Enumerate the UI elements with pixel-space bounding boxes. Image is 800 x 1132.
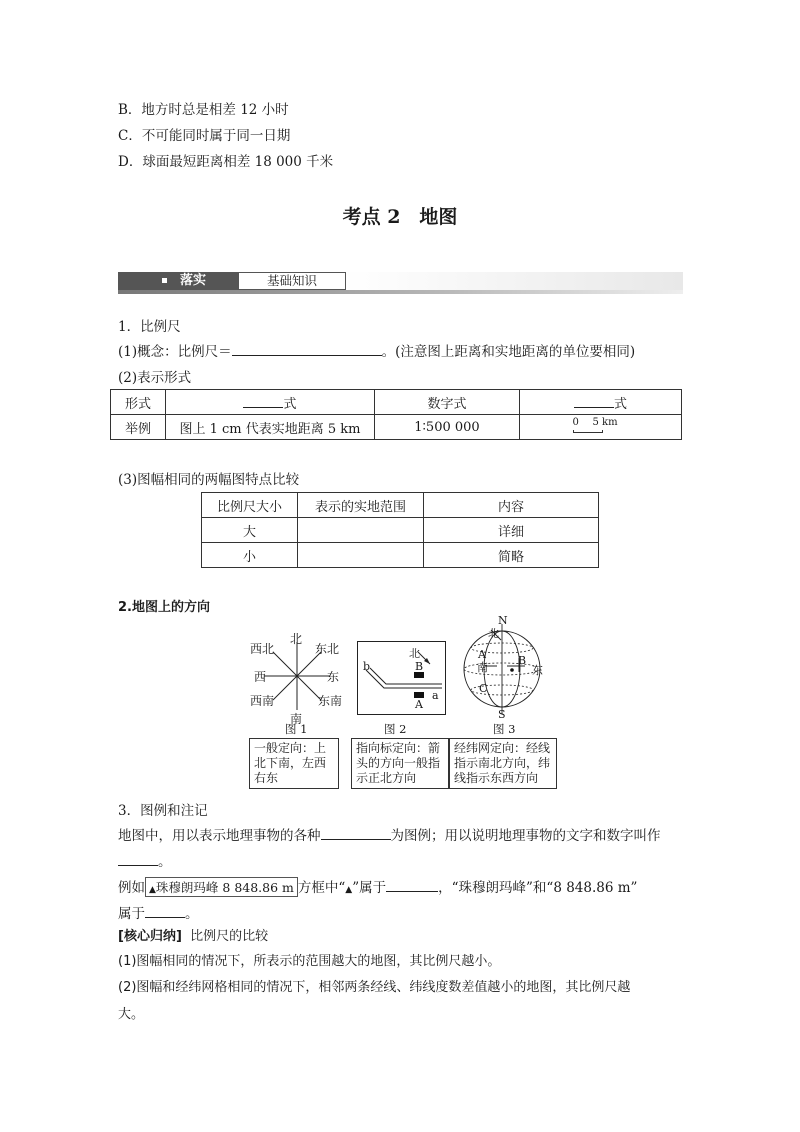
cell-blank [574,394,614,408]
scale-forms-table [110,389,682,440]
scale-bar [571,417,631,437]
table-cell: 比例尺大小 [202,493,298,518]
banner-fade [344,272,683,290]
figure-1-compass [248,630,346,725]
legend-line-3-post: ，“珠穆朗玛峰”和“8 848.86 m” [438,880,638,896]
legend-blank-1 [321,825,391,840]
cell-text: 式 [283,396,297,412]
figure-2-description: 指向标定向：箭头的方向一般指示正北方向 [351,738,449,789]
legend-line-4 [118,902,199,922]
table-cell: 举例 [111,415,166,440]
figure-1-caption: 图 1 [285,722,308,736]
compare-heading: (3)图幅相同的两幅图特点比较 [118,472,300,488]
scale-concept-blank [232,341,382,356]
globe-north: 北 [488,627,499,640]
globe-S: S [498,708,506,721]
compass-west: 西 [254,670,267,684]
option-d: D．球面最短距离相差 18 000 千米 [118,154,334,170]
figure-2-map [357,641,446,715]
legend-line-3-mid2: ”属于 [352,880,387,896]
legend-line-4-pre: 属于 [118,906,145,922]
cell-text: 式 [613,396,627,412]
compass-northwest: 西北 [250,642,275,656]
globe-east: 东 [532,664,543,677]
summary-header [118,925,268,944]
scale-bar-five: 5 km [592,417,618,428]
compass-north: 北 [290,632,303,646]
figure-2-a-lower: a [432,689,439,702]
legend-heading: 3．图例和注记 [118,803,208,819]
scale-bar-cell [520,415,682,440]
compass-south: 南 [290,712,303,726]
legend-line-2 [118,850,172,870]
scale-concept-pre: (1)概念：比例尺＝ [118,344,232,360]
summary-tag: [核心归纳] [118,929,182,944]
figure-3-caption: 图 3 [493,722,516,736]
compass-southwest: 西南 [250,694,275,708]
compass-east: 东 [327,670,340,684]
table-cell: 形式 [111,390,166,415]
table-row [202,518,599,543]
legend-line-3 [118,876,637,897]
table-row [202,493,599,518]
table-cell [298,543,424,568]
cell-blank [243,394,283,408]
table-cell [298,518,424,543]
legend-line-4-post: 。 [185,906,199,922]
legend-blank-4 [145,903,185,918]
table-cell: 小 [202,543,298,568]
table-cell: 内容 [424,493,599,518]
compare-table [201,492,599,568]
summary-point-2b: 大。 [118,1007,145,1022]
table-cell: 大 [202,518,298,543]
globe-south: 南 [477,661,488,674]
peak-triangle-icon: ▲ [345,885,353,895]
scale-bar-zero: 0 [572,417,579,428]
figure-2-caption: 图 2 [384,722,407,736]
table-cell: 1∶500 000 [375,415,520,440]
table-cell: 详细 [424,518,599,543]
banner-tab: 基础知识 [238,272,346,290]
legend-line-1 [118,824,661,844]
figure-1-description: 一般定向：上北下南，左西右东 [249,738,339,789]
section-title: 考点 2 地图 [342,206,458,228]
table-row [202,543,599,568]
table-row [111,415,682,440]
figure-2-A: A [415,698,423,711]
table-cell: 表示的实地范围 [298,493,424,518]
option-b: B．地方时总是相差 12 小时 [118,102,289,118]
summary-point-2a: (2)图幅和经纬网格相同的情况下，相邻两条经线、纬线度数差值越小的地图，其比例尺越 [118,980,631,995]
table-cell [166,390,375,415]
table-cell: 图上 1 cm 代表实地距离 5 km [166,415,375,440]
compass-southeast: 东南 [318,694,343,708]
summary-point-1: (1)图幅相同的情况下，所表示的范围越大的地图，其比例尺越小。 [118,954,501,969]
table-cell: 数字式 [375,390,520,415]
figure-3-globe [455,614,550,721]
scale-bar-line [573,430,603,433]
table-row [111,390,682,415]
summary-title: 比例尺的比较 [190,929,269,944]
legend-line-3-mid: 方框中“ [297,880,346,896]
globe-B: B [518,654,527,667]
legend-line-3-pre: 例如 [118,880,145,896]
figure-3-description: 经纬网定向：经线指示南北方向，纬线指示东西方向 [449,738,557,789]
example-box [145,877,298,897]
table-cell [520,390,682,415]
figure-2-B: B [415,660,424,673]
legend-line-2-post: 。 [158,854,172,870]
globe-N: N [498,614,508,627]
figure-2-lines [358,642,445,714]
figure-2-north: 北 [409,647,420,660]
globe-C: C [479,682,488,695]
peak-triangle-icon: ▲ [149,885,156,895]
scale-heading: 1．比例尺 [118,319,181,335]
legend-line-1-pre: 地图中，用以表示地理事物的各种 [118,828,321,844]
banner-square-icon [162,278,167,283]
direction-heading: 2.地图上的方向 [118,600,210,615]
scale-forms-heading: (2)表示形式 [118,370,192,386]
table-cell: 简略 [424,543,599,568]
scale-concept-post: 。(注意图上距离和实地距离的单位要相同) [381,344,636,360]
legend-blank-3 [386,877,438,892]
banner-label: 落实 [180,273,207,288]
figure-2-b-lower: b [363,660,371,673]
banner-dark-block [118,272,238,290]
globe-A: A [478,648,486,661]
banner-underline [118,290,683,294]
compass-northeast: 东北 [315,642,340,656]
scale-concept [118,340,635,360]
example-box-text: 珠穆朗玛峰 8 848.86 m [155,880,294,895]
option-c: C．不可能同时属于同一日期 [118,128,291,144]
legend-blank-2 [118,851,158,866]
legend-line-1-mid: 为图例；用以说明地理事物的文字和数字叫作 [390,828,661,844]
